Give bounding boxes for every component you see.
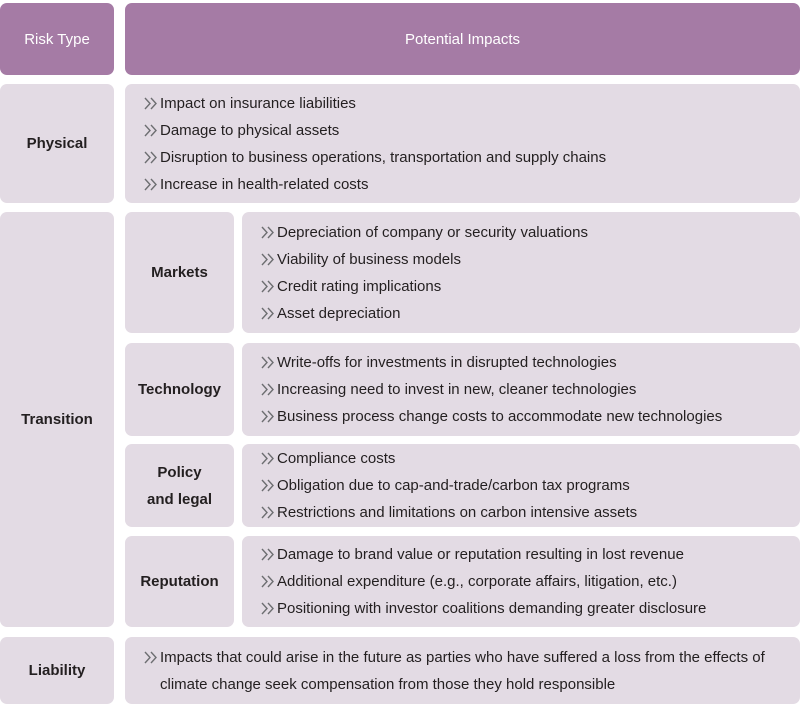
double-chevron-right-icon bbox=[260, 219, 276, 246]
physical-label: Physical bbox=[26, 135, 88, 152]
markets-impacts-list bbox=[242, 212, 800, 333]
impact-item bbox=[260, 472, 800, 499]
double-chevron-right-icon bbox=[260, 595, 276, 622]
impact-item bbox=[260, 349, 800, 376]
liability-label: Liability bbox=[28, 662, 86, 679]
impact-item-text: Viability of business models bbox=[277, 250, 461, 268]
impact-item bbox=[260, 219, 800, 246]
impact-item bbox=[260, 499, 800, 526]
reputation-impacts-list bbox=[242, 536, 800, 627]
transition-category bbox=[0, 212, 114, 627]
potential-impacts-header-label: Potential Impacts bbox=[404, 30, 521, 48]
markets-label: Markets bbox=[151, 264, 208, 281]
reputation-label: Reputation bbox=[140, 573, 219, 590]
impact-item-text: Write-offs for investments in disrupted technologies bbox=[277, 354, 617, 371]
physical-category bbox=[0, 84, 114, 203]
risk-type-header-label: Risk Type bbox=[24, 30, 90, 48]
impact-item-text: Credit rating implications bbox=[277, 277, 442, 295]
technology-impacts-list bbox=[242, 343, 800, 436]
impact-item-text: Restrictions and limitations on carbon intensive assets bbox=[277, 504, 638, 521]
impact-item bbox=[260, 273, 800, 300]
impact-item bbox=[260, 445, 800, 472]
impact-item-text: Positioning with investor coalitions demanding greater disclosure bbox=[277, 600, 707, 617]
double-chevron-right-icon bbox=[260, 300, 276, 327]
double-chevron-right-icon bbox=[143, 117, 159, 144]
impact-item-text: Impacts that could arise in the future as parties who have suffered a loss from the effects of climate change seek compensation from those they hold responsible bbox=[160, 648, 765, 693]
impact-item-text: Damage to brand value or reputation resulting in lost revenue bbox=[277, 546, 684, 563]
impact-item bbox=[260, 595, 800, 622]
double-chevron-right-icon bbox=[260, 445, 276, 472]
impact-item-text: Obligation due to cap-and-trade/carbon tax programs bbox=[277, 477, 630, 494]
double-chevron-right-icon bbox=[260, 376, 276, 403]
liability-category bbox=[0, 637, 114, 704]
impact-item-text: Damage to physical assets bbox=[160, 121, 340, 139]
policy-legal-subcategory bbox=[125, 444, 234, 527]
impact-item-text: Business process change costs to accommodate new technologies bbox=[277, 408, 723, 425]
impact-item bbox=[260, 568, 800, 595]
impact-item-text: Disruption to business operations, transportation and supply chains bbox=[160, 148, 607, 166]
impact-item bbox=[260, 541, 800, 568]
double-chevron-right-icon bbox=[143, 171, 159, 198]
impact-item bbox=[260, 403, 800, 430]
reputation-subcategory bbox=[125, 536, 234, 627]
impact-item-text: Asset depreciation bbox=[277, 304, 401, 322]
impact-item bbox=[143, 144, 800, 171]
potential-impacts-header bbox=[125, 3, 800, 75]
double-chevron-right-icon bbox=[260, 349, 276, 376]
technology-label: Technology bbox=[137, 381, 222, 398]
impact-item-text: Depreciation of company or security valuations bbox=[277, 223, 588, 241]
physical-impacts-list bbox=[125, 84, 800, 203]
policy-legal-label-line2: and legal bbox=[146, 490, 213, 508]
impact-item bbox=[143, 117, 800, 144]
double-chevron-right-icon bbox=[143, 144, 159, 171]
double-chevron-right-icon bbox=[260, 246, 276, 273]
double-chevron-right-icon bbox=[260, 568, 276, 595]
impact-item bbox=[260, 300, 800, 327]
impact-item bbox=[260, 246, 800, 273]
impact-item bbox=[143, 90, 800, 117]
policy-legal-label-line1: Policy bbox=[157, 463, 202, 481]
impact-item-text: Additional expenditure (e.g., corporate affairs, litigation, etc.) bbox=[277, 573, 677, 590]
double-chevron-right-icon bbox=[260, 541, 276, 568]
double-chevron-right-icon bbox=[260, 472, 276, 499]
impact-item bbox=[143, 644, 800, 698]
policy-legal-label bbox=[147, 459, 212, 513]
risk-type-header bbox=[0, 3, 114, 75]
double-chevron-right-icon bbox=[143, 90, 159, 117]
impact-item-text: Increase in health-related costs bbox=[160, 175, 369, 193]
liability-impacts-list bbox=[125, 637, 800, 704]
impact-item-text: Impact on insurance liabilities bbox=[160, 94, 356, 112]
double-chevron-right-icon bbox=[143, 644, 159, 671]
impact-item-text: Compliance costs bbox=[277, 450, 396, 467]
transition-label: Transition bbox=[21, 411, 93, 428]
markets-subcategory bbox=[125, 212, 234, 333]
impact-item bbox=[143, 171, 800, 198]
impact-item-text: Increasing need to invest in new, cleaner technologies bbox=[277, 381, 637, 398]
double-chevron-right-icon bbox=[260, 273, 276, 300]
double-chevron-right-icon bbox=[260, 499, 276, 526]
impact-item bbox=[260, 376, 800, 403]
technology-subcategory bbox=[125, 343, 234, 436]
double-chevron-right-icon bbox=[260, 403, 276, 430]
policy-legal-impacts-list bbox=[242, 444, 800, 527]
